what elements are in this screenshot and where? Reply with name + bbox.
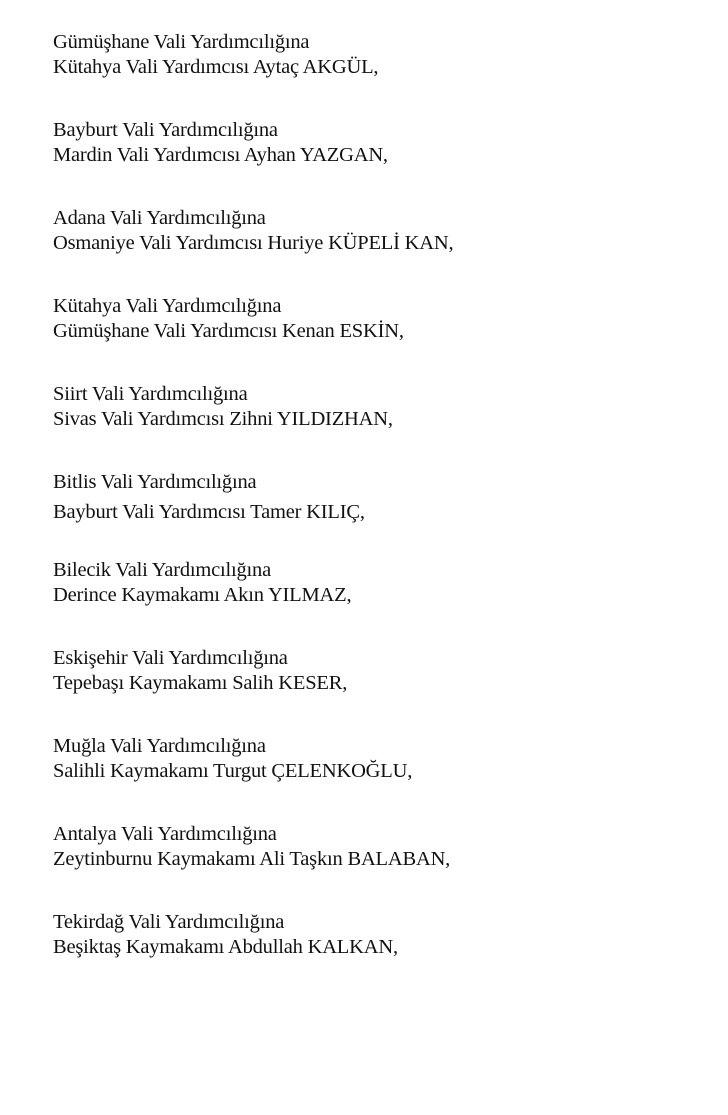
appointee-line: Zeytinburnu Kaymakamı Ali Taşkın BALABAN, [53,848,451,870]
position-line: Eskişehir Vali Yardımcılığına [53,647,288,669]
position-line: Muğla Vali Yardımcılığına [53,735,266,757]
appointment-entry [53,910,708,998]
appointee-line: Sivas Vali Yardımcısı Zihni YILDIZHAN, [53,408,393,430]
appointment-entry [53,470,708,558]
position-line: Gümüşhane Vali Yardımcılığına [53,31,310,53]
position-line: Kütahya Vali Yardımcılığına [53,295,282,317]
appointment-entry [53,558,708,646]
position-line: Adana Vali Yardımcılığına [53,207,266,229]
appointee-line: Tepebaşı Kaymakamı Salih KESER, [53,672,348,694]
appointee-line: Beşiktaş Kaymakamı Abdullah KALKAN, [53,936,398,958]
appointee-line: Salihli Kaymakamı Turgut ÇELENKOĞLU, [53,760,413,782]
appointee-line: Derince Kaymakamı Akın YILMAZ, [53,584,352,606]
appointment-entry [53,118,708,206]
position-line: Tekirdağ Vali Yardımcılığına [53,911,285,933]
position-line: Siirt Vali Yardımcılığına [53,383,248,405]
position-line: Bayburt Vali Yardımcılığına [53,119,278,141]
position-line: Antalya Vali Yardımcılığına [53,823,277,845]
appointment-entry [53,822,708,910]
appointment-entry [53,734,708,822]
appointment-entry [53,382,708,470]
position-line: Bilecik Vali Yardımcılığına [53,559,271,581]
appointee-line: Bayburt Vali Yardımcısı Tamer KILIÇ, [53,501,365,523]
position-line: Bitlis Vali Yardımcılığına [53,471,257,493]
document-page [53,30,708,998]
appointee-line: Kütahya Vali Yardımcısı Aytaç AKGÜL, [53,56,379,78]
appointee-line: Mardin Vali Yardımcısı Ayhan YAZGAN, [53,144,388,166]
appointee-line: Osmaniye Vali Yardımcısı Huriye KÜPELİ KAN, [53,232,454,254]
appointment-entry [53,30,708,118]
appointment-entry [53,206,708,294]
appointment-entry [53,646,708,734]
appointee-line: Gümüşhane Vali Yardımcısı Kenan ESKİN, [53,320,404,342]
appointment-entry [53,294,708,382]
